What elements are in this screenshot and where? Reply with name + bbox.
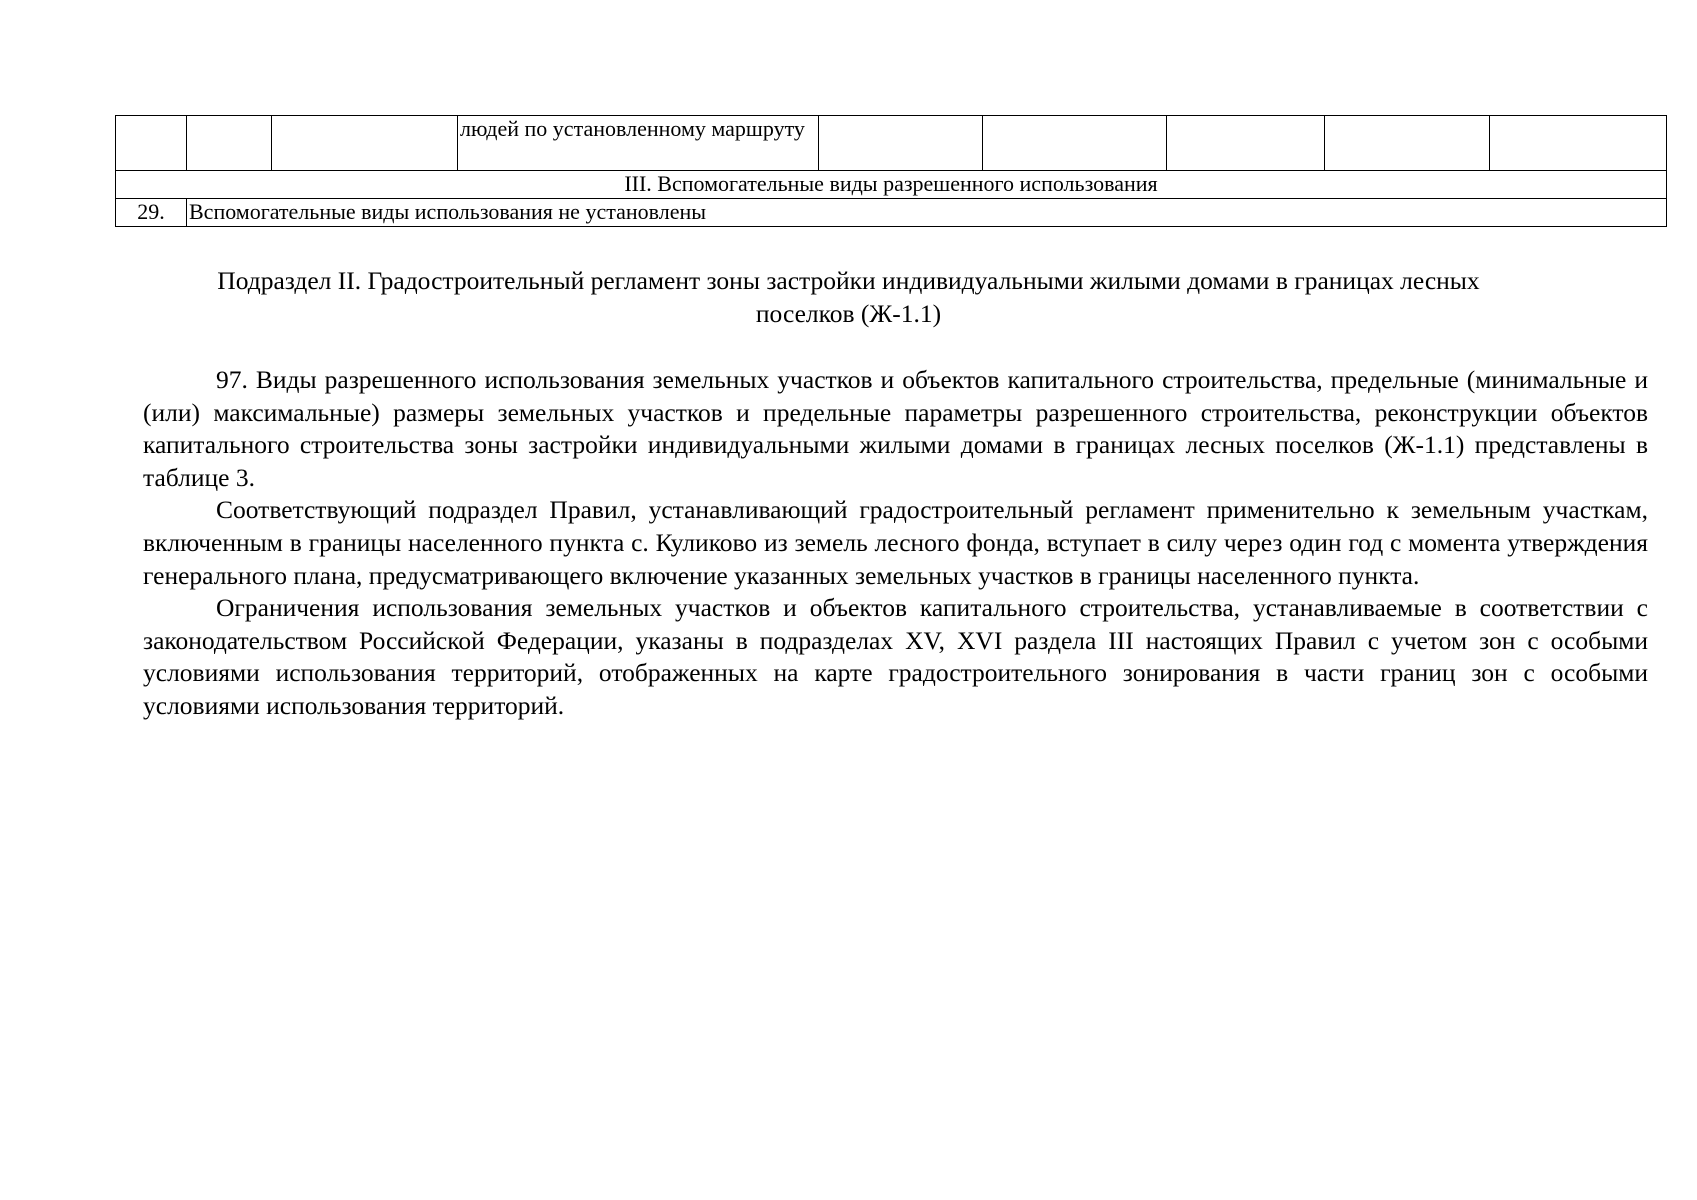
row-number-cell: 29. (116, 199, 187, 227)
table-row-section-header (116, 171, 1667, 199)
subsection-title: Подраздел II. Градостроительный регламент зоны застройки индивидуальными жилыми домами в границах лесных поселков (Ж-1.1) (217, 266, 1480, 328)
permitted-uses-table (115, 115, 1667, 227)
table-cell-empty (1325, 116, 1490, 171)
table-row-continuation (116, 116, 1667, 171)
table-cell-empty (116, 116, 187, 171)
table-cell-empty (983, 116, 1167, 171)
table-cell-empty (1490, 116, 1667, 171)
body-text (143, 364, 1648, 723)
row-text-cell: Вспомогательные виды использования не установлены (187, 199, 1667, 227)
paragraph-restrictions: Ограничения использования земельных участков и объектов капитального строительства, устанавливаемые в соответствии с законодательством Российской Федерации, указаны в подразделах XV, XVI раздела III настоящих Правил с учетом зон с особыми условиями использования территорий, отображенных на карте градостроительного зонирования в части границ зон с особыми условиями использования территорий. (143, 593, 1648, 720)
table-row (116, 199, 1667, 227)
paragraph-effective-date: Соответствующий подраздел Правил, устанавливающий градостроительный регламент применительно к земельным участкам, включенным в границы населенного пункта с. Куликово из земель лесного фонда, вступает в силу через один год с момента утверждения генерального плана, предусматривающего включение указанных земельных участков в границы населенного пункта. (143, 495, 1648, 590)
table-cell-empty (272, 116, 458, 171)
table-cell-empty (1167, 116, 1325, 171)
table-cell-description: людей по установленному маршруту (458, 116, 819, 171)
section-header-cell: III. Вспомогательные виды разрешенного использования (116, 171, 1667, 199)
table-cell-empty (819, 116, 983, 171)
paragraph-97: 97. Виды разрешенного использования земельных участков и объектов капитального строительства, предельные (минимальные и (или) максимальные) размеры земельных участков и предельные параметры разрешенного строительства, реконструкции объектов капитального строительства зоны застройки индивидуальными жилыми домами в границах лесных поселков (Ж-1.1) представлены в таблице 3. (143, 365, 1648, 492)
table-cell-empty (187, 116, 272, 171)
